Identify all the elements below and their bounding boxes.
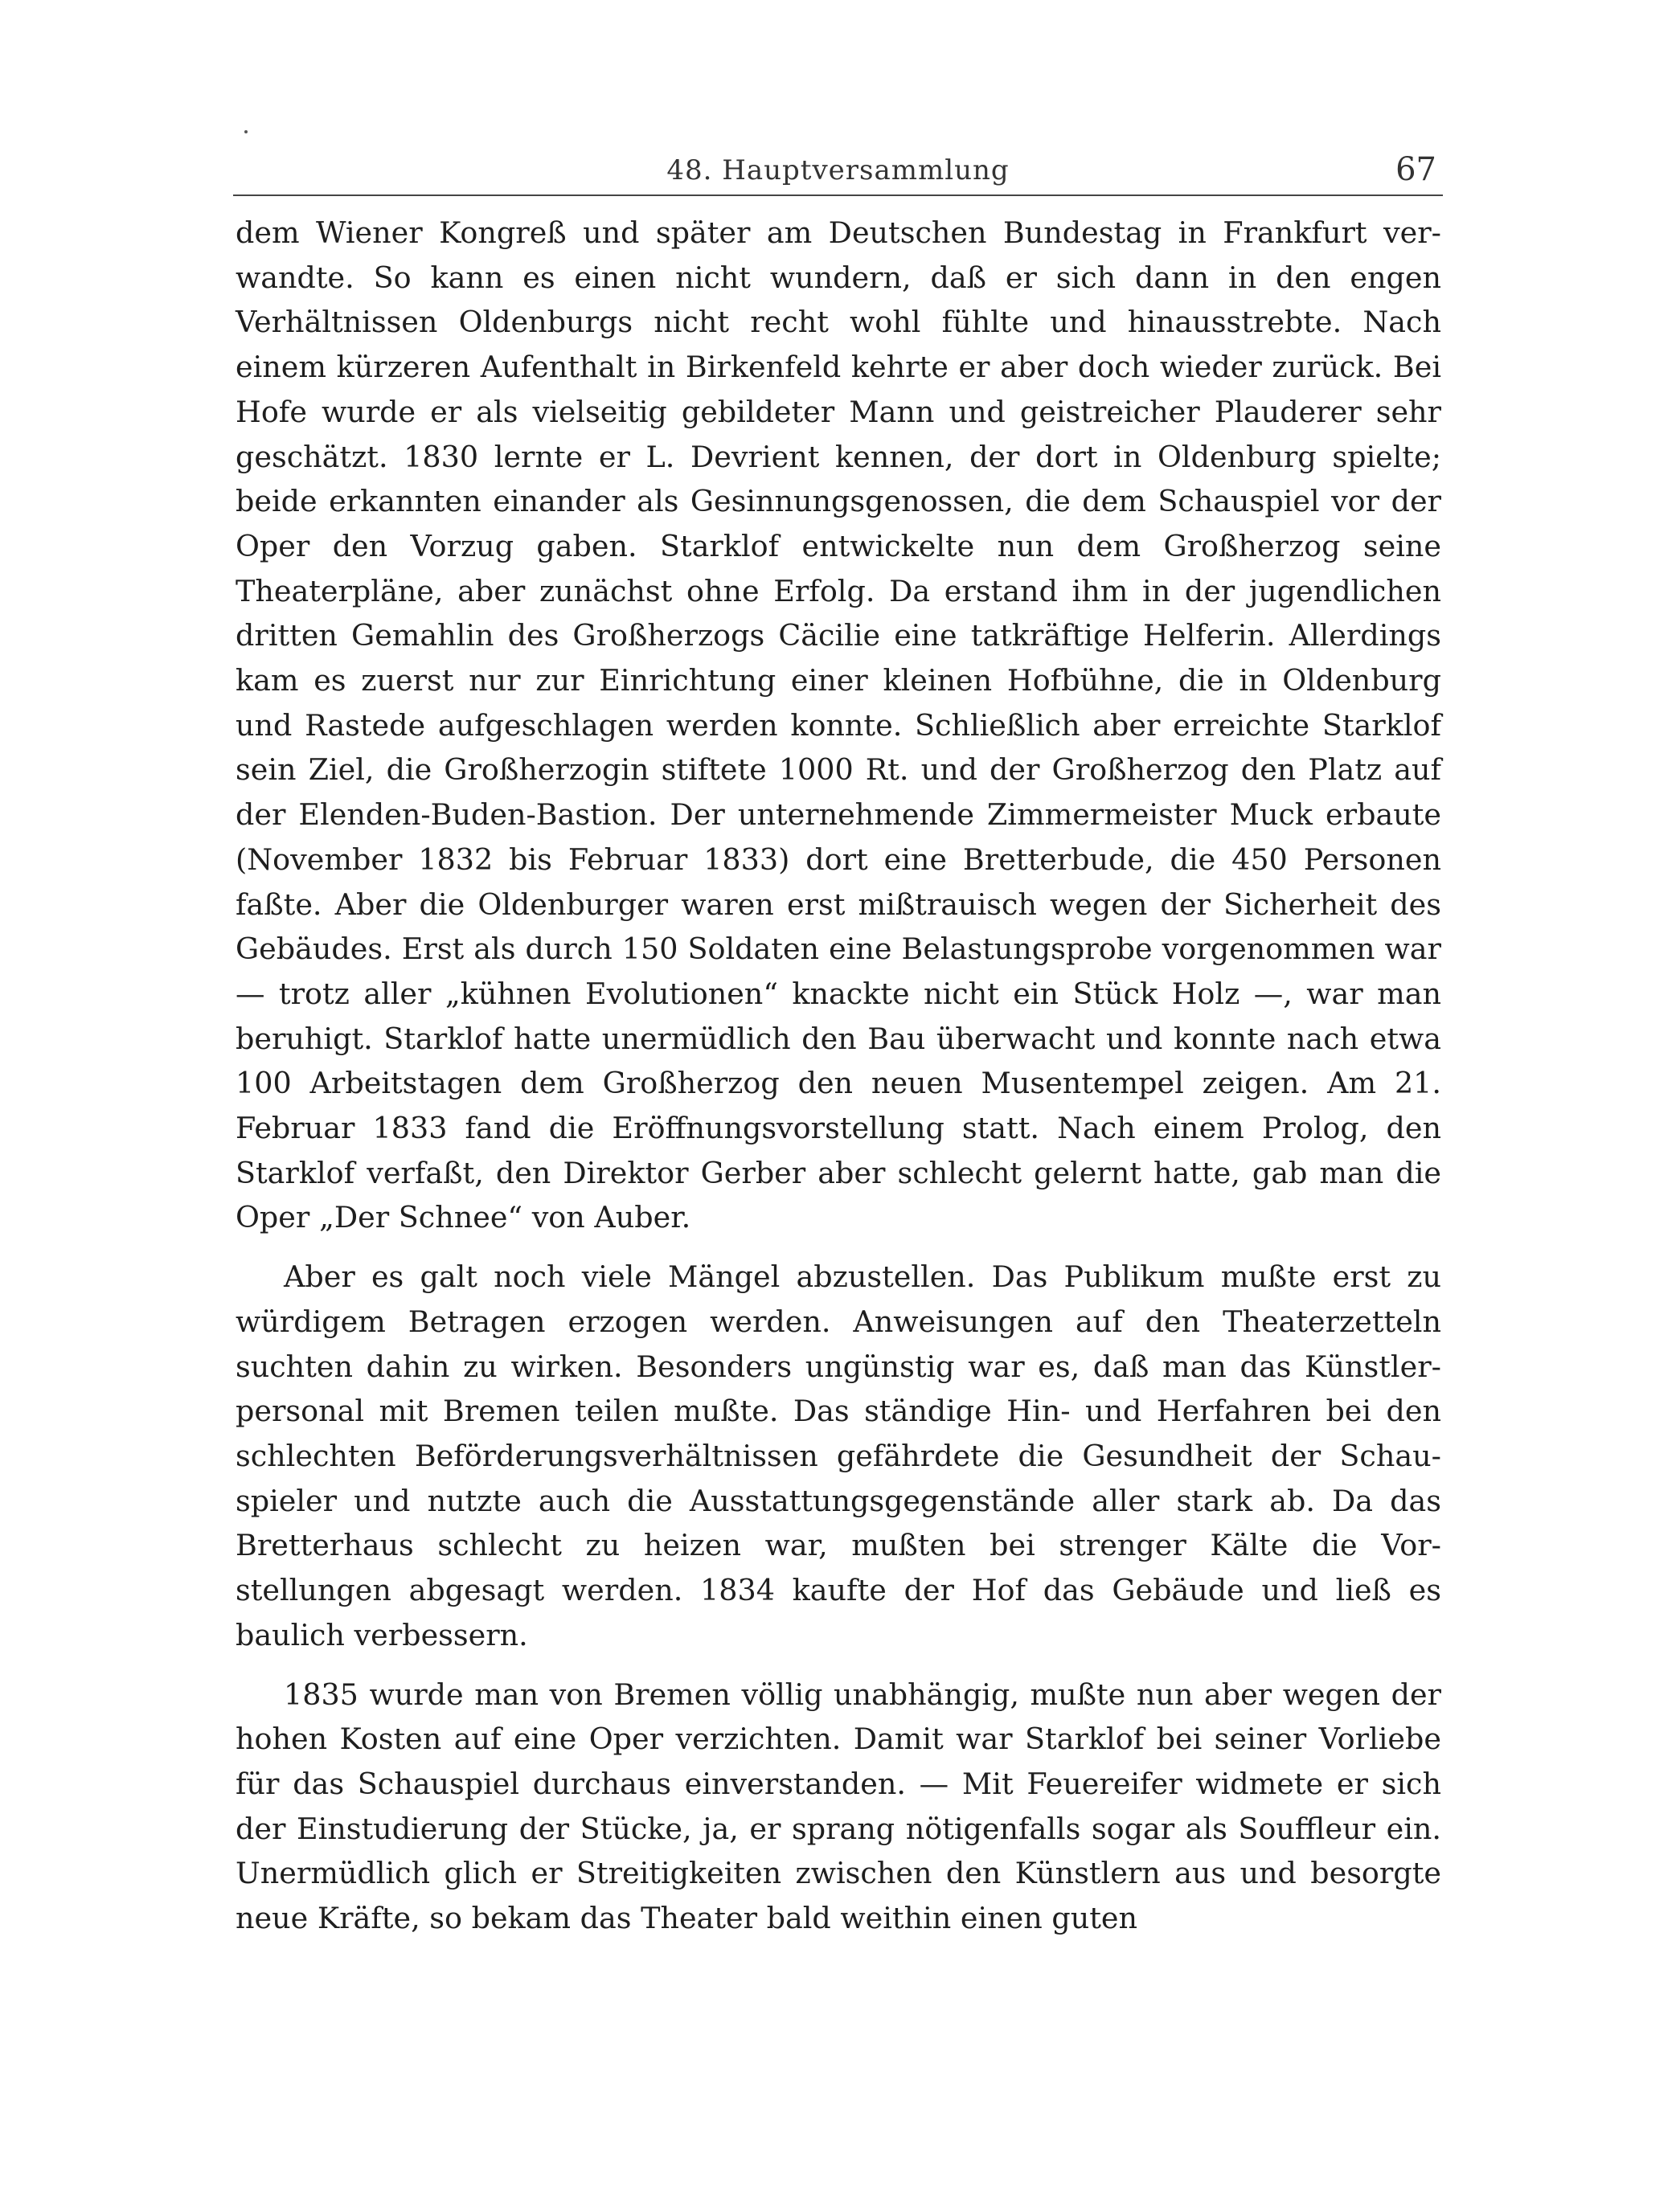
running-head (233, 153, 1443, 193)
scan-speck (244, 130, 248, 133)
paragraph-3: 1835 wurde man von Bremen völlig unabhängig, mußte nun aber wegen der hohen Kosten auf eine Oper verzichten. Damit war Starklof bei seiner Vorliebe für das Schauspiel durchaus einverstanden. — Mit Feuereifer widmete er sich der Einstudierung der Stücke, ja, er sprang nötigenfalls sogar als Souffleur ein. Unermüdlich glich er Streitigkeiten zwischen den Künstlern aus und besorgte neue Kräfte, so bekam das Theater bald weithin einen guten (236, 1677, 1441, 1936)
paragraph-2: Aber es galt noch viele Mängel abzustellen. Das Publikum mußte erst zu würdigem Betragen erzogen werden. Anweisungen auf den Theaterzetteln suchten dahin zu wirken. Besonders ungünstig war es, daß man das Künstlerpersonal mit Bremen teilen mußte. Das ständige Hin- und Herfahren bei den schlechten Beförderungsverhältnissen gefährdete die Gesundheit der Schauspieler und nutzte auch die Ausstattungsgegenstände aller stark ab. Da das Bretterhaus schlecht zu heizen war, mußten bei strenger Kälte die Vorstellungen abgesagt werden. 1834 kaufte der Hof das Gebäude und ließ es baulich verbessern. (236, 1259, 1441, 1652)
running-head-title: 48. Hauptversammlung (666, 154, 1010, 186)
header-rule (233, 194, 1443, 196)
paragraph-1: dem Wiener Kongreß und später am Deutschen Bundestag in Frankfurt verwandte. So kann es einen nicht wundern, daß er sich dann in den engen Verhältnissen Oldenburgs nicht recht wohl fühlte und hinausstrebte. Nach einem kürzeren Aufenthalt in Birkenfeld kehrte er aber doch wieder zurück. Bei Hofe wurde er als vielseitig gebildeter Mann und geistreicher Plauderer sehr geschätzt. 1830 lernte er L. Devrient kennen, der dort in Oldenburg spielte; beide erkannten einander als Gesinnungsgenossen, die dem Schauspiel vor der Oper den Vorzug gaben. Starklof entwickelte nun dem Großherzog seine Theaterpläne, aber zunächst ohne Erfolg. Da erstand ihm in der jugendlichen dritten Gemahlin des Großherzogs Cäcilie eine tatkräftige Helferin. Allerdings kam es zuerst nur zur Einrichtung einer kleinen Hofbühne, die in Oldenburg und Rastede aufgeschlagen werden konnte. Schließlich aber erreichte Starklof sein Ziel, die Großherzogin stiftete 1000 Rt. und der Großherzog den Platz auf der Elenden-Buden-Bastion. Der unternehmende Zimmermeister Muck erbaute (November 1832 bis Februar 1833) dort eine Bretterbude, die 450 Personen faßte. Aber die Oldenburger waren erst mißtrauisch wegen der Sicherheit des Gebäudes. Erst als durch 150 Soldaten eine Belastungsprobe vorgenommen war — trotz aller „kühnen Evolutionen“ knackte nicht ein Stück Holz —, war man beruhigt. Starklof hatte unermüdlich den Bau überwacht und konnte nach etwa 100 Arbeitstagen dem Großherzog den neuen Musentempel zeigen. Am 21. Februar 1833 fand die Eröffnungsvorstellung statt. Nach einem Prolog, den Starklof verfaßt, den Direktor Gerber aber schlecht gelernt hatte, gab man die Oper „Der Schnee“ von Auber. (236, 215, 1441, 1235)
body-text (236, 211, 1441, 1941)
page-number: 67 (1395, 151, 1436, 188)
